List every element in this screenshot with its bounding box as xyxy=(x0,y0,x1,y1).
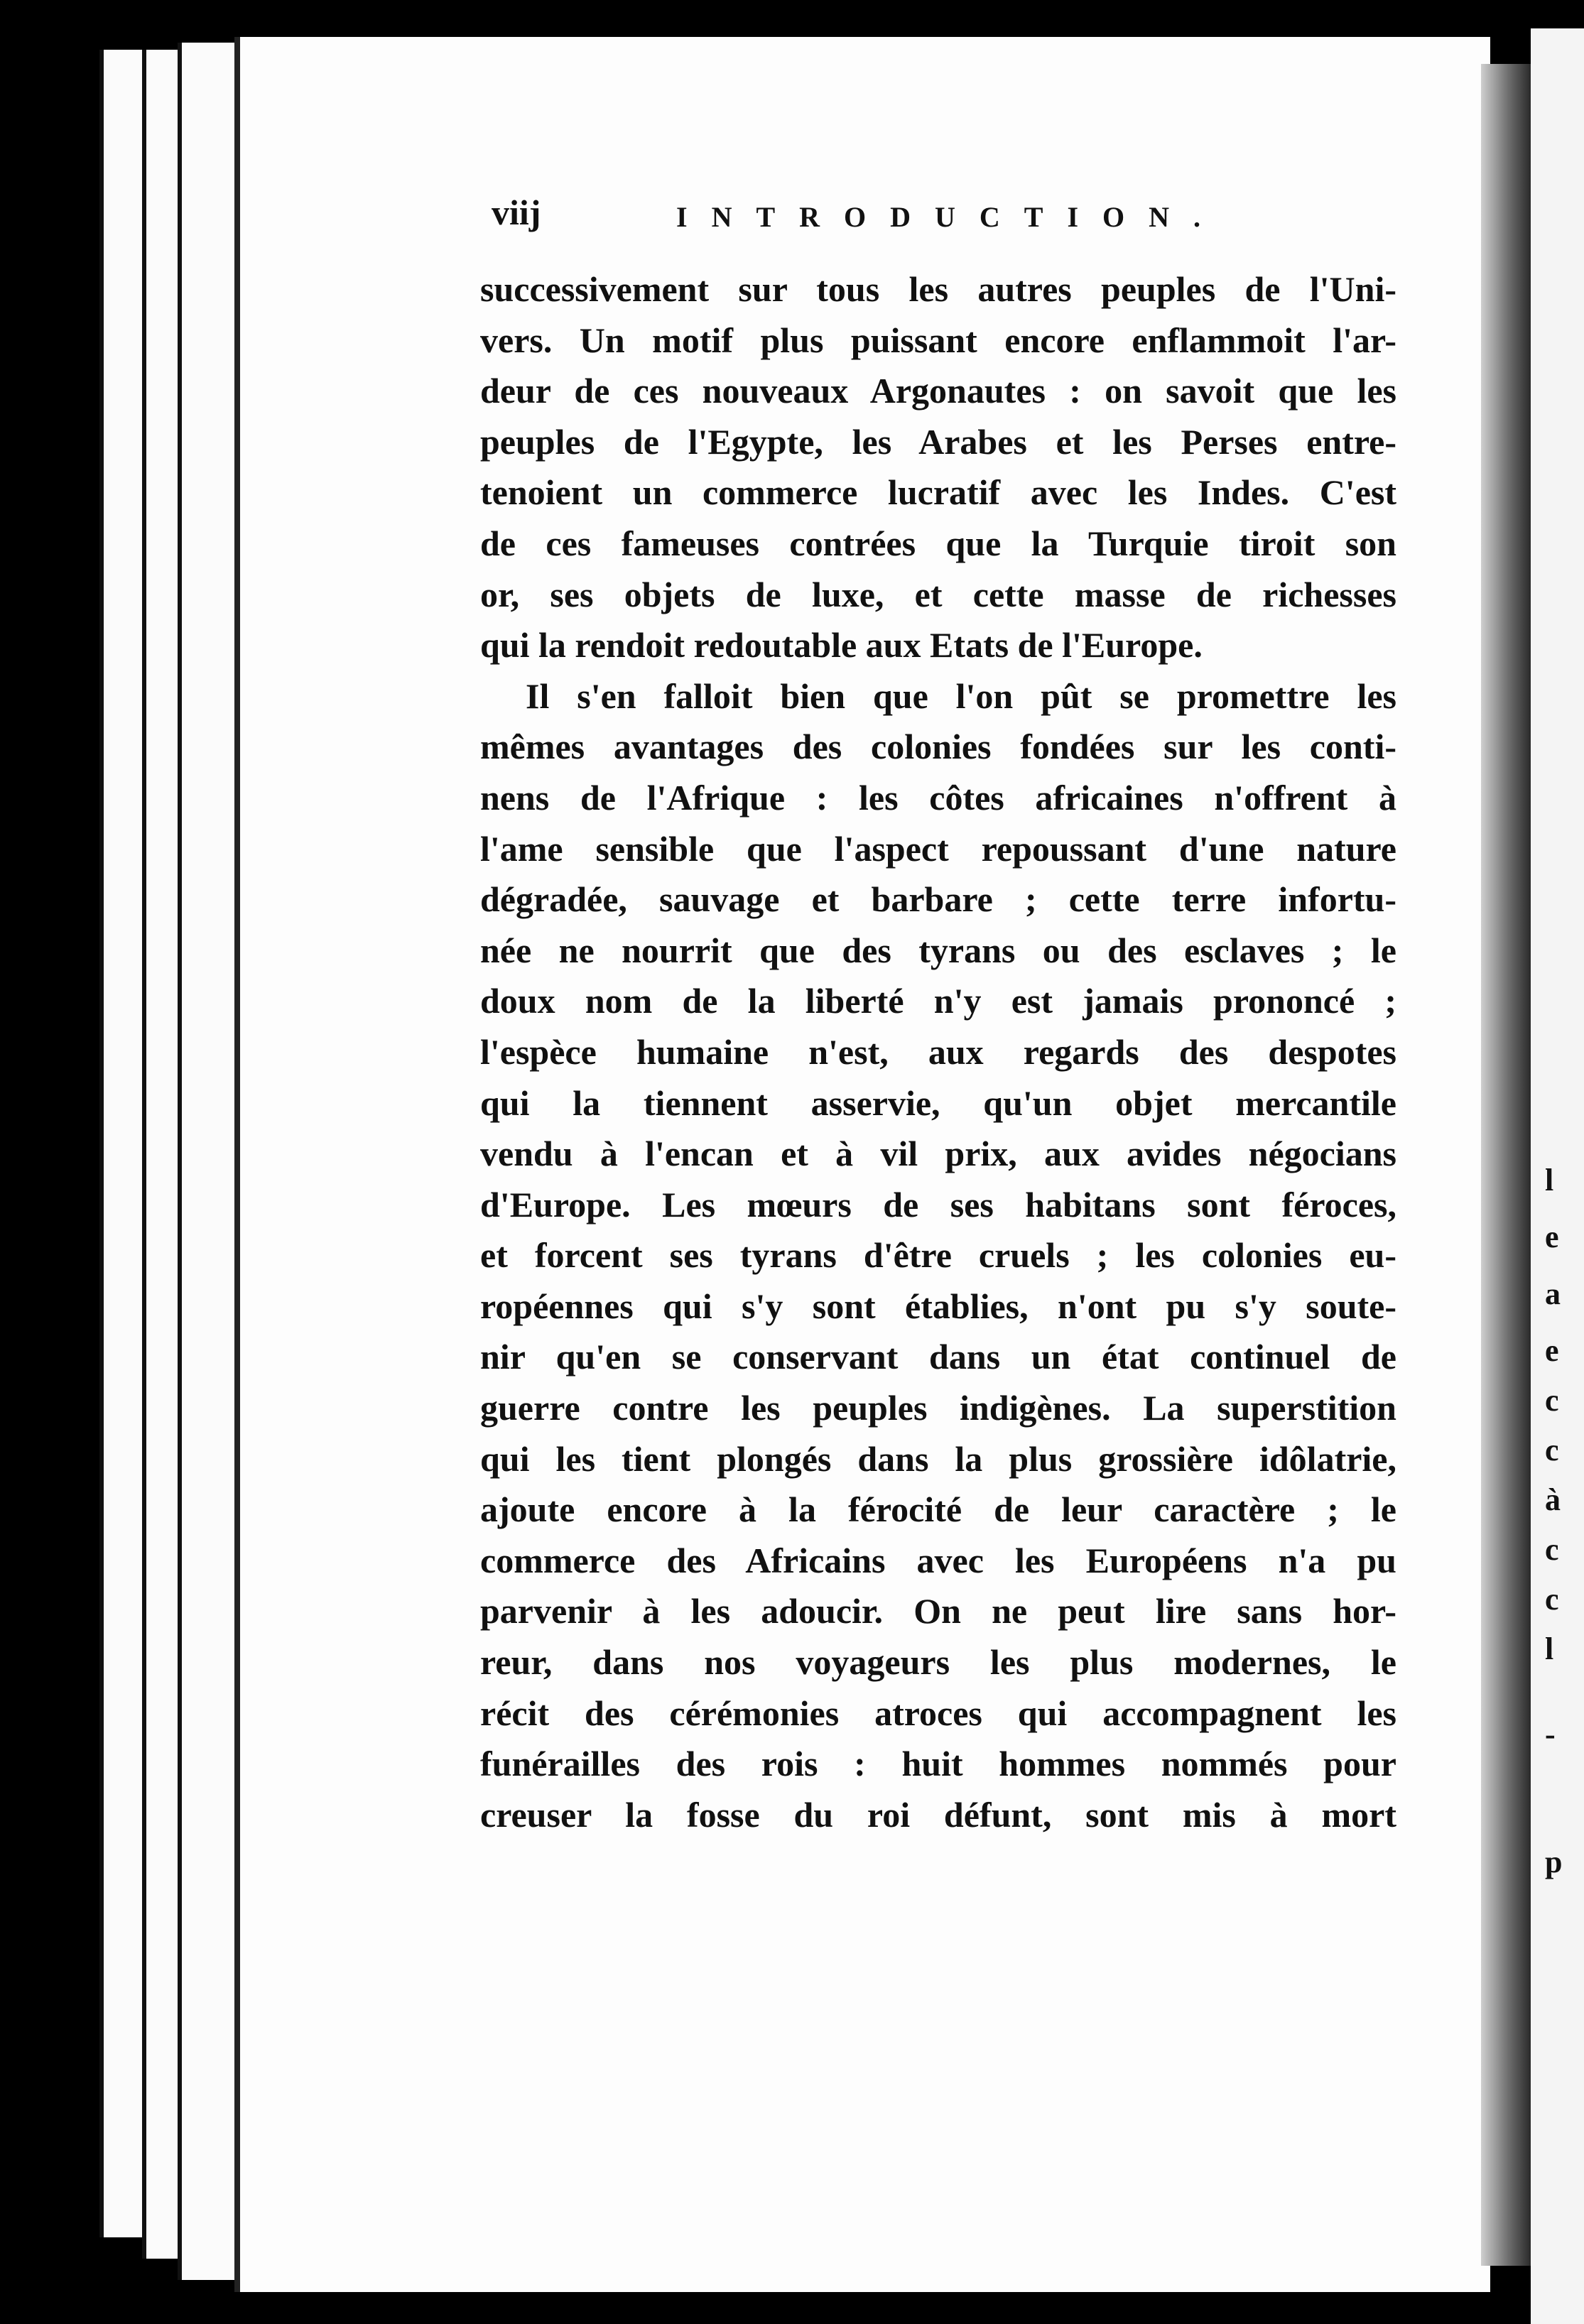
text-line: creuser la fosse du roi défunt, sont mis à mort xyxy=(480,1794,1396,1835)
text-line: nens de l'Afrique : les côtes africaines n'offrent à xyxy=(480,777,1396,818)
facing-page-edge xyxy=(1531,28,1584,2324)
text-line: et forcent ses tyrans d'être cruels ; les colonies eu- xyxy=(480,1235,1396,1276)
facing-fragment: à xyxy=(1545,1482,1561,1517)
text-line: de ces fameuses contrées que la Turquie tiroit son xyxy=(480,523,1396,563)
running-title: INTRODUCTION. xyxy=(676,201,1225,233)
facing-fragment: a xyxy=(1545,1276,1561,1311)
text-line: récit des cérémonies atroces qui accompagnent les xyxy=(480,1693,1396,1733)
body-text xyxy=(480,264,1404,1840)
text-line: dégradée, sauvage et barbare ; cette terre infortu- xyxy=(480,879,1396,920)
facing-fragment: e xyxy=(1545,1333,1559,1368)
text-line: mêmes avantages des colonies fondées sur les conti- xyxy=(480,727,1396,767)
text-line: nir qu'en se conservant dans un état continuel de xyxy=(480,1337,1396,1377)
text-line: commerce des Africains avec les Européens n'a pu xyxy=(480,1540,1396,1580)
text-line: vers. Un motif plus puissant encore enflammoit l'ar- xyxy=(480,320,1396,360)
facing-fragment: l xyxy=(1545,1163,1554,1198)
page-number: viij xyxy=(492,192,541,232)
text-line: reur, dans nos voyageurs les plus modernes, le xyxy=(480,1642,1396,1683)
facing-fragment: l xyxy=(1545,1631,1554,1666)
book-gutter-shadow xyxy=(1481,64,1531,2266)
text-line: qui la rendoit redoutable aux Etats de l'Europe. xyxy=(480,625,1203,666)
text-line: funérailles des rois : huit hommes nommés pour xyxy=(480,1744,1396,1784)
text-line: doux nom de la liberté n'y est jamais prononcé ; xyxy=(480,981,1396,1021)
facing-fragment: p xyxy=(1545,1845,1563,1879)
text-line: deur de ces nouveaux Argonautes : on savoit que les xyxy=(480,371,1396,411)
facing-fragment: e xyxy=(1545,1220,1559,1254)
text-line: peuples de l'Egypte, les Arabes et les Perses entre- xyxy=(480,421,1396,462)
page-edge xyxy=(178,43,243,2280)
text-line: parvenir à les adoucir. On ne peut lire sans hor- xyxy=(480,1591,1396,1631)
text-line: Il s'en falloit bien que l'on pût se promettre les xyxy=(526,675,1396,716)
text-line: ropéennes qui s'y sont établies, n'ont pu s'y soute- xyxy=(480,1286,1396,1326)
text-line: qui la tiennent asservie, qu'un objet mercantile xyxy=(480,1082,1396,1123)
facing-fragment: c xyxy=(1545,1383,1559,1418)
text-line: or, ses objets de luxe, et cette masse de richesses xyxy=(480,574,1396,614)
text-line: vendu à l'encan et à vil prix, aux avides négocians xyxy=(480,1134,1396,1174)
text-line: l'ame sensible que l'aspect repoussant d'une nature xyxy=(480,828,1396,869)
facing-fragment: c xyxy=(1545,1582,1559,1617)
text-line: guerre contre les peuples indigènes. La superstition xyxy=(480,1388,1396,1428)
text-line: successivement sur tous les autres peuples de l'Uni- xyxy=(480,269,1396,309)
text-line: née ne nourrit que des tyrans ou des esclaves ; le xyxy=(480,930,1396,970)
facing-fragment: c xyxy=(1545,1532,1559,1567)
text-line: l'espèce humaine n'est, aux regards des despotes xyxy=(480,1031,1396,1072)
text-line: ajoute encore à la férocité de leur caractère ; le xyxy=(480,1489,1396,1530)
page-header xyxy=(492,192,1266,249)
facing-fragment: - xyxy=(1545,1717,1556,1752)
text-line: qui les tient plongés dans la plus grossière idôlatrie, xyxy=(480,1438,1396,1479)
facing-fragment: c xyxy=(1545,1433,1559,1467)
text-line: tenoient un commerce lucratif avec les Indes. C'est xyxy=(480,472,1396,513)
text-line: d'Europe. Les mœurs de ses habitans sont féroces, xyxy=(480,1184,1396,1225)
